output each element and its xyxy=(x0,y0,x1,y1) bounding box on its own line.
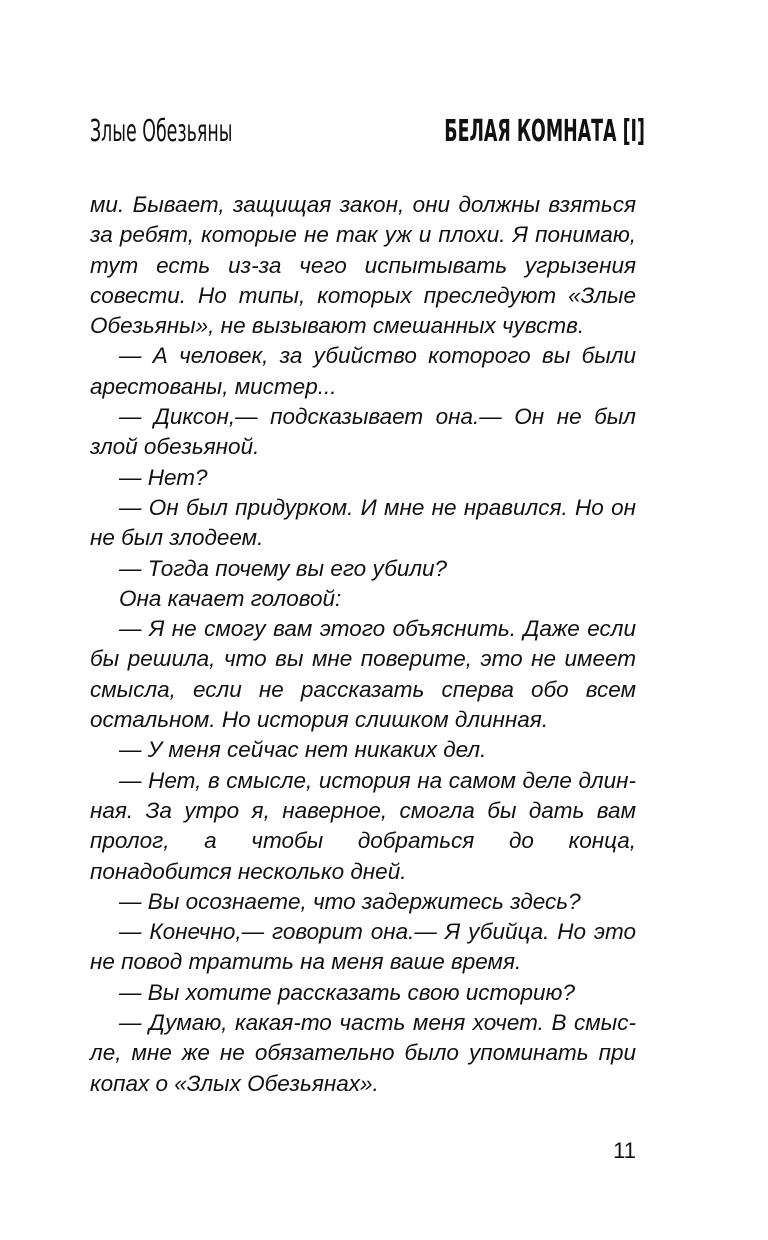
body-text xyxy=(90,190,636,1099)
paragraph: — Конечно,— говорит она.— Я убийца. Но это не повод тратить на меня ваше время. xyxy=(90,919,636,975)
paragraph: — Я не смогу вам этого объяснить. Даже если бы решила, что вы мне поверите, это не имеет смысла, если не рассказать сперва обо всем остальном. Но история слишком длинная. xyxy=(90,616,636,733)
paragraph: — Тогда почему вы его убили? xyxy=(119,555,448,581)
paragraph: — А человек, за убийство которого вы были арестованы, мистер... xyxy=(90,343,636,399)
paragraph: — Он был придурком. И мне не нравился. Но он не был злодеем. xyxy=(90,494,636,551)
paragraph: — Думаю, какая-то часть меня хочет. В смысле, мне же не обязательно было упоминать при копах о «Злых Обезьянах». xyxy=(90,1010,636,1096)
header-book-title: Злые Обезьяны xyxy=(90,114,233,149)
paragraph: — Диксон,— подсказывает она.— Он не был злой обезьяной. xyxy=(90,404,636,460)
paragraph: — У меня сейчас нет никаких дел. xyxy=(119,737,487,763)
page-number: 11 xyxy=(613,1138,636,1163)
paragraph: — Нет? xyxy=(119,464,208,490)
paragraph: — Нет, в смысле, история на самом деле длинная. За утро я, наверное, смогла бы дать вам пролог, а чтобы добраться до конца, понадобится несколько дней. xyxy=(90,767,636,884)
header-part-title: БЕЛАЯ КОМНАТА [I] xyxy=(444,114,645,149)
paragraph: — Вы осознаете, что задержитесь здесь? xyxy=(119,888,581,914)
paragraph: ми. Бывает, защищая закон, они должны взяться за ребят, которые не так уж и плохи. Я понимаю, тут есть из-за чего испытывать угрызения совести. Но типы, которых преследуют «Злые Обезьяны», не вызывают смешанных чувств. xyxy=(90,192,636,339)
running-header xyxy=(90,112,645,160)
paragraph: Она качает головой: xyxy=(119,585,342,611)
paragraph: — Вы хотите рассказать свою историю? xyxy=(119,979,575,1005)
